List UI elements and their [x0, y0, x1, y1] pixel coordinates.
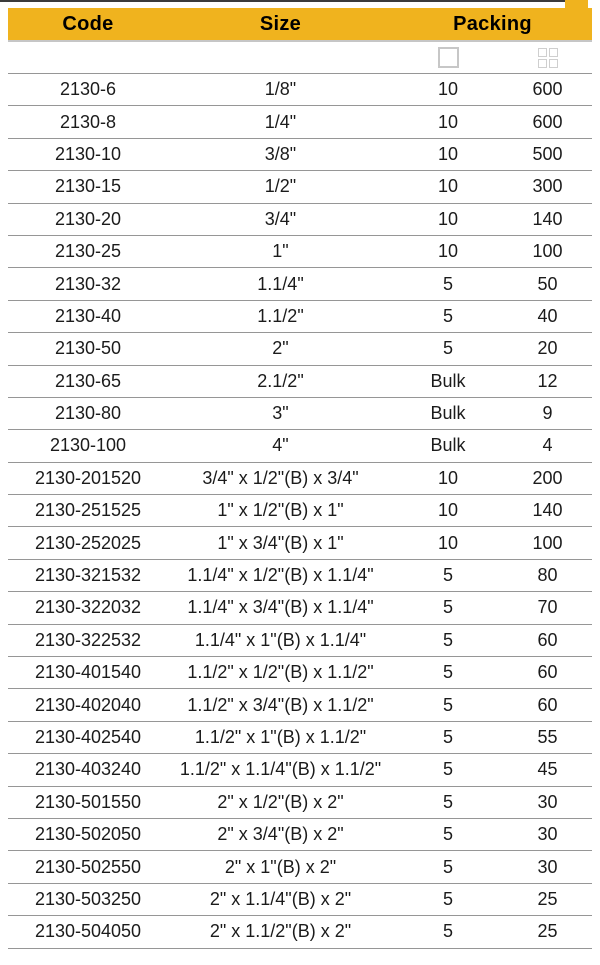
code-value: 2130-402040	[34, 694, 142, 715]
code-cell	[8, 112, 168, 133]
table-row	[8, 656, 592, 688]
size-value: 2" x 1.1/4"(B) x 2"	[209, 888, 352, 909]
size-value: 1.1/2"	[257, 305, 304, 326]
size-cell	[168, 662, 393, 683]
table-row	[8, 170, 592, 202]
table-row	[8, 300, 592, 332]
code-value: 2130-20	[54, 208, 122, 229]
code-value: 2130-251525	[34, 500, 142, 521]
inner-box-icon	[438, 47, 459, 68]
inner-pack-qty-value: 5	[442, 824, 453, 845]
code-value: 2130-25	[54, 241, 122, 262]
inner-pack-qty-cell	[393, 630, 503, 651]
carton-qty-value: 50	[537, 273, 558, 294]
carton-qty-value: 60	[537, 629, 558, 650]
inner-pack-qty-cell	[393, 857, 503, 878]
size-cell	[168, 565, 393, 586]
code-value: 2130-6	[59, 79, 117, 100]
inner-pack-qty-cell	[393, 727, 503, 748]
size-value: 2" x 1"(B) x 2"	[224, 856, 337, 877]
inner-pack-qty-cell	[393, 79, 503, 100]
size-value: 1.1/2" x 1.1/4"(B) x 1.1/2"	[179, 759, 382, 780]
carton-qty-value: 200	[532, 467, 563, 488]
carton-qty-cell	[503, 371, 592, 392]
code-cell	[8, 630, 168, 651]
size-cell	[168, 338, 393, 359]
code-cell	[8, 565, 168, 586]
table-row	[8, 721, 592, 753]
carton-qty-cell	[503, 824, 592, 845]
code-cell	[8, 144, 168, 165]
size-value: 2" x 1/2"(B) x 2"	[217, 791, 344, 812]
carton-qty-cell	[503, 468, 592, 489]
inner-pack-qty-cell	[393, 500, 503, 521]
size-value: 1.1/2" x 1"(B) x 1.1/2"	[194, 727, 367, 747]
carton-grid-icon	[538, 48, 558, 68]
code-cell	[8, 241, 168, 262]
inner-pack-qty-cell	[393, 176, 503, 197]
table-row	[8, 397, 592, 429]
size-cell	[168, 695, 393, 716]
size-cell	[168, 500, 393, 521]
size-cell	[168, 533, 393, 554]
code-value: 2130-503250	[34, 888, 142, 909]
code-value: 2130-252025	[34, 532, 142, 553]
inner-pack-qty-cell	[393, 921, 503, 942]
code-cell	[8, 533, 168, 554]
size-cell	[168, 209, 393, 230]
carton-qty-cell	[503, 695, 592, 716]
code-value: 2130-50	[54, 338, 122, 359]
code-cell	[8, 857, 168, 878]
size-value: 3/8"	[264, 143, 297, 164]
code-value: 2130-401540	[34, 662, 142, 683]
inner-pack-qty-cell	[393, 468, 503, 489]
inner-pack-qty-value: 5	[442, 856, 453, 877]
inner-pack-qty-cell	[393, 144, 503, 165]
table-row	[8, 494, 592, 526]
carton-qty-cell	[503, 241, 592, 262]
size-value: 2"	[272, 338, 289, 359]
carton-qty-cell	[503, 662, 592, 683]
size-value: 1.1/4" x 1"(B) x 1.1/4"	[194, 629, 367, 650]
inner-pack-qty-value: 10	[437, 532, 459, 553]
carton-grid-cell	[538, 59, 547, 68]
size-value: 1" x 3/4"(B) x 1"	[217, 532, 344, 553]
carton-qty-value: 80	[537, 565, 558, 586]
inner-pack-qty-value: 5	[442, 629, 453, 650]
code-value: 2130-32	[54, 273, 122, 294]
code-cell	[8, 176, 168, 197]
table-row	[8, 526, 592, 558]
carton-qty-cell	[503, 435, 592, 456]
carton-qty-value: 55	[537, 727, 558, 747]
carton-qty-cell	[503, 176, 592, 197]
table-header-row	[8, 8, 592, 42]
inner-pack-qty-cell	[393, 824, 503, 845]
size-cell	[168, 630, 393, 651]
inner-pack-qty-value: 10	[437, 500, 459, 521]
code-value: 2130-10	[54, 143, 122, 164]
carton-qty-cell	[503, 727, 592, 748]
size-value: 3/4"	[264, 208, 297, 229]
code-cell	[8, 727, 168, 748]
inner-pack-qty-cell	[393, 306, 503, 327]
inner-pack-qty-value: 5	[442, 305, 453, 326]
size-cell	[168, 759, 393, 780]
carton-qty-cell	[503, 500, 592, 521]
code-value: 2130-403240	[34, 759, 142, 780]
inner-pack-qty-value: 10	[437, 111, 459, 132]
code-cell	[8, 695, 168, 716]
table-row	[8, 753, 592, 785]
table-row	[8, 73, 592, 105]
table-row	[8, 235, 592, 267]
size-value: 2" x 1.1/2"(B) x 2"	[209, 921, 352, 942]
size-cell	[168, 921, 393, 942]
inner-pack-qty-value: 5	[442, 273, 453, 294]
carton-qty-cell	[503, 274, 592, 295]
carton-qty-value: 140	[532, 208, 563, 229]
size-cell	[168, 241, 393, 262]
code-value: 2130-502050	[34, 824, 142, 845]
inner-pack-qty-value: 5	[442, 921, 453, 942]
table-row	[8, 462, 592, 494]
column-header-code: Code	[62, 12, 114, 35]
inner-pack-qty-value: 10	[437, 208, 459, 229]
size-cell	[168, 727, 393, 748]
carton-qty-cell	[503, 889, 592, 910]
size-value: 1.1/2" x 3/4"(B) x 1.1/2"	[187, 694, 374, 715]
carton-qty-value: 4	[542, 435, 553, 456]
size-value: 1.1/4" x 1/2"(B) x 1.1/4"	[187, 565, 374, 586]
inner-pack-qty-cell	[393, 403, 503, 424]
code-cell	[8, 371, 168, 392]
carton-qty-cell	[503, 630, 592, 651]
code-value: 2130-322532	[34, 629, 142, 650]
size-cell	[168, 792, 393, 813]
carton-qty-value: 70	[537, 597, 558, 618]
size-value: 3"	[272, 403, 289, 424]
table-row	[8, 559, 592, 591]
code-cell	[8, 921, 168, 942]
carton-qty-value: 12	[537, 370, 558, 391]
table-body	[8, 73, 592, 949]
code-value: 2130-100	[49, 435, 127, 456]
size-cell	[168, 403, 393, 424]
size-cell	[168, 79, 393, 100]
inner-pack-qty-value: Bulk	[430, 435, 466, 456]
carton-qty-cell	[503, 403, 592, 424]
size-cell	[168, 306, 393, 327]
inner-pack-qty-value: 5	[442, 662, 453, 683]
inner-pack-qty-value: 5	[442, 888, 453, 909]
code-cell	[8, 435, 168, 456]
code-value: 2130-402540	[34, 727, 142, 747]
size-value: 1/2"	[264, 176, 297, 197]
inner-pack-qty-cell	[393, 759, 503, 780]
size-value: 1/4"	[264, 111, 297, 132]
inner-pack-qty-value: Bulk	[430, 403, 466, 424]
inner-pack-qty-cell	[393, 597, 503, 618]
carton-qty-cell	[503, 338, 592, 359]
code-value: 2130-201520	[34, 467, 142, 488]
inner-pack-qty-value: 5	[442, 791, 453, 812]
inner-pack-qty-value: 10	[437, 143, 459, 164]
carton-grid-cell	[549, 59, 558, 68]
carton-qty-value: 60	[537, 694, 558, 715]
code-value: 2130-15	[54, 176, 122, 197]
size-value: 1"	[272, 241, 289, 262]
size-value: 1" x 1/2"(B) x 1"	[217, 500, 344, 521]
carton-qty-cell	[503, 792, 592, 813]
code-cell	[8, 824, 168, 845]
inner-pack-column-header	[393, 47, 503, 68]
carton-qty-value: 25	[537, 921, 558, 942]
table-row	[8, 624, 592, 656]
carton-qty-value: 600	[532, 79, 563, 100]
carton-qty-cell	[503, 533, 592, 554]
inner-pack-qty-value: 10	[437, 467, 459, 488]
carton-qty-value: 600	[532, 111, 563, 132]
inner-pack-qty-cell	[393, 241, 503, 262]
size-value: 2.1/2"	[257, 370, 304, 391]
code-value: 2130-322032	[34, 597, 142, 618]
inner-pack-qty-cell	[393, 889, 503, 910]
inner-pack-qty-cell	[393, 112, 503, 133]
size-cell	[168, 144, 393, 165]
inner-pack-qty-cell	[393, 565, 503, 586]
table-row	[8, 883, 592, 915]
size-value: 1.1/4"	[257, 273, 304, 294]
table-row	[8, 267, 592, 299]
inner-pack-qty-cell	[393, 274, 503, 295]
inner-pack-qty-cell	[393, 209, 503, 230]
table-row	[8, 850, 592, 882]
code-cell	[8, 759, 168, 780]
code-value: 2130-321532	[34, 565, 142, 586]
inner-pack-qty-value: Bulk	[430, 370, 466, 391]
inner-pack-qty-value: 5	[442, 727, 453, 747]
packing-icons-row	[8, 42, 592, 73]
carton-qty-cell	[503, 759, 592, 780]
code-value: 2130-502550	[34, 856, 142, 877]
inner-pack-qty-cell	[393, 533, 503, 554]
carton-qty-cell	[503, 306, 592, 327]
size-cell	[168, 889, 393, 910]
size-cell	[168, 468, 393, 489]
code-cell	[8, 306, 168, 327]
code-value: 2130-8	[59, 111, 117, 132]
inner-pack-qty-cell	[393, 435, 503, 456]
code-cell	[8, 338, 168, 359]
size-cell	[168, 176, 393, 197]
size-cell	[168, 857, 393, 878]
carton-grid-cell	[549, 48, 558, 57]
code-value: 2130-40	[54, 305, 122, 326]
carton-grid-cell	[538, 48, 547, 57]
carton-qty-cell	[503, 112, 592, 133]
code-value: 2130-65	[54, 370, 122, 391]
inner-pack-qty-value: 10	[437, 241, 459, 262]
size-cell	[168, 824, 393, 845]
inner-pack-qty-value: 10	[437, 79, 459, 100]
carton-qty-value: 9	[542, 403, 553, 424]
top-rule	[0, 0, 566, 2]
size-value: 1.1/2" x 1/2"(B) x 1.1/2"	[187, 662, 374, 683]
table-row	[8, 818, 592, 850]
inner-pack-qty-cell	[393, 695, 503, 716]
packing-table	[8, 8, 592, 949]
table-row	[8, 332, 592, 364]
table-row	[8, 105, 592, 137]
column-header-size: Size	[259, 12, 302, 35]
code-cell	[8, 597, 168, 618]
carton-qty-value: 500	[532, 143, 563, 164]
inner-pack-qty-cell	[393, 371, 503, 392]
inner-pack-qty-value: 5	[442, 759, 453, 780]
table-row	[8, 365, 592, 397]
inner-pack-qty-cell	[393, 792, 503, 813]
size-cell	[168, 435, 393, 456]
code-value: 2130-80	[54, 403, 122, 424]
size-cell	[168, 597, 393, 618]
code-cell	[8, 792, 168, 813]
column-header-packing: Packing	[453, 12, 532, 35]
carton-qty-value: 100	[532, 241, 563, 262]
size-value: 1.1/4" x 3/4"(B) x 1.1/4"	[187, 597, 374, 618]
table-row	[8, 591, 592, 623]
size-cell	[168, 274, 393, 295]
inner-pack-qty-cell	[393, 338, 503, 359]
inner-pack-qty-value: 5	[442, 338, 453, 359]
table-row	[8, 429, 592, 461]
size-cell	[168, 112, 393, 133]
code-cell	[8, 889, 168, 910]
carton-qty-value: 30	[537, 856, 558, 877]
carton-qty-value: 40	[537, 305, 558, 326]
code-cell	[8, 468, 168, 489]
code-value: 2130-501550	[34, 791, 142, 812]
code-cell	[8, 403, 168, 424]
code-cell	[8, 662, 168, 683]
size-value: 1/8"	[264, 79, 297, 100]
size-value: 4"	[272, 435, 289, 456]
carton-qty-value: 60	[537, 662, 558, 683]
size-value: 2" x 3/4"(B) x 2"	[217, 824, 344, 845]
inner-pack-qty-cell	[393, 662, 503, 683]
carton-qty-cell	[503, 857, 592, 878]
inner-pack-qty-value: 10	[437, 176, 459, 197]
carton-qty-value: 45	[537, 759, 558, 780]
table-row	[8, 786, 592, 818]
code-cell	[8, 274, 168, 295]
size-cell	[168, 371, 393, 392]
carton-qty-value: 300	[532, 176, 563, 197]
carton-qty-value: 25	[537, 888, 558, 909]
carton-qty-value: 30	[537, 824, 558, 845]
carton-qty-cell	[503, 565, 592, 586]
table-row	[8, 203, 592, 235]
carton-qty-value: 30	[537, 791, 558, 812]
inner-pack-qty-value: 5	[442, 597, 453, 618]
table-row	[8, 915, 592, 947]
carton-qty-value: 100	[532, 532, 563, 553]
carton-qty-cell	[503, 79, 592, 100]
inner-pack-qty-value: 5	[442, 694, 453, 715]
code-cell	[8, 500, 168, 521]
carton-qty-cell	[503, 921, 592, 942]
code-cell	[8, 209, 168, 230]
carton-qty-value: 20	[537, 338, 558, 359]
code-cell	[8, 79, 168, 100]
carton-qty-cell	[503, 144, 592, 165]
table-row	[8, 688, 592, 720]
size-value: 3/4" x 1/2"(B) x 3/4"	[202, 467, 359, 488]
carton-column-header	[503, 48, 592, 68]
table-row	[8, 138, 592, 170]
code-value: 2130-504050	[34, 921, 142, 942]
carton-qty-cell	[503, 209, 592, 230]
carton-qty-cell	[503, 597, 592, 618]
inner-pack-qty-value: 5	[442, 565, 453, 586]
carton-qty-value: 140	[532, 500, 563, 521]
